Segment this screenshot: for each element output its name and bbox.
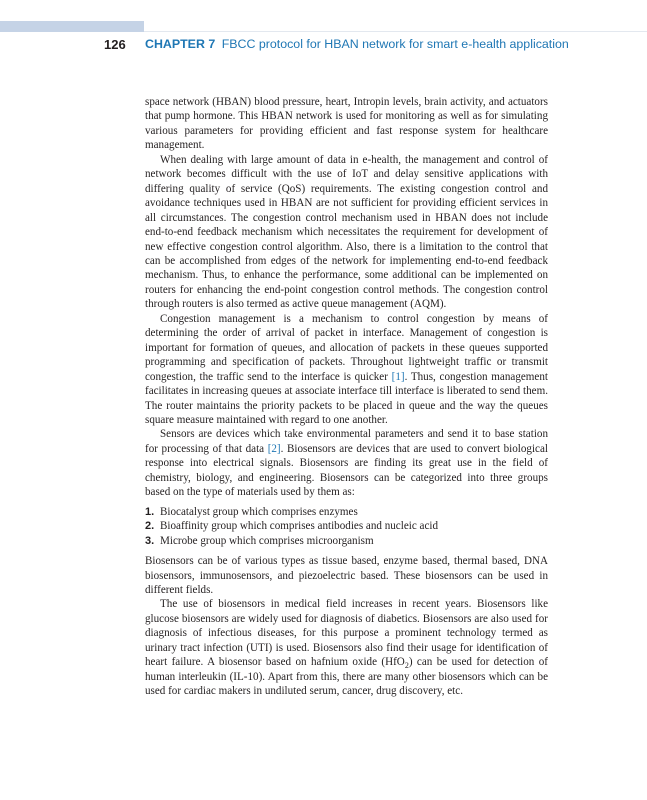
paragraph-5: Biosensors can be of various types as tissue based, enzyme based, thermal based, DNA biosensors, immunosensors, and piezoelectric based. These biosensors can be used in different fields. — [145, 555, 548, 596]
chapter-label: CHAPTER 7 — [145, 37, 216, 51]
paragraph-6-text-b: ) can be used for detection of human interleukin (IL-10). Apart from this, there are many other biosensors which can be used for cardiac makers in undiluted serum, cancer, drug discovery, etc. — [145, 656, 548, 698]
list-item — [145, 505, 548, 519]
citation-2[interactable]: [2] — [267, 442, 281, 455]
paragraph-6-text-a: The use of biosensors in medical field increases in recent years. Biosensors like glucose biosensors are widely used for diagnosis of diabetics. Biosensors are also used for diagnosis of infectious diseases, for this purpose a prominent technology termed as urinary tract infection (UTI) is used. Biosensors also find their usage for identification of heart failure. A biosensor based on hafnium oxide (HfO — [145, 598, 548, 669]
paragraph-1: space network (HBAN) blood pressure, heart, Intropin levels, brain activity, and actuators that pump hormone. This HBAN network is used for monitoring as well as for simulating various parameters for providing efficient and fast response system for healthcare management. — [145, 96, 548, 152]
paragraph-6 — [145, 597, 548, 698]
list-item — [145, 519, 548, 533]
paragraph-2: When dealing with large amount of data in e-health, the management and control of network becomes difficult with the use of IoT and delay sensitive applications with differing quality of service (QoS) requirements. The existing congestion control and avoidance techniques used in HBAN are not sufficient for providing efficient services in all circumstances. The congestion control mechanism used in HBAN does not include end-to-end feedback mechanism which necessitates the requirement for development of new effective congestion control algorithm. Also, there is a limitation to the control that can be accomplished from edges of the network for implementing end-to-end feedback mechanism. Thus, to enhance the performance, some additional can be implemented on routers for enhancing the end-point congestion control methods. The congestion control through routers is also termed as active queue management (AQM). — [145, 153, 548, 311]
paragraph-3-text-b: . Thus, congestion management facilitates in increasing queues at associate interface till interface is liberated to send them. The router maintains the priority packets to be placed in queue and the way the queues square measure maintained with regard to one another. — [145, 370, 548, 426]
citation-1[interactable]: [1] — [391, 370, 405, 383]
paragraph-3 — [145, 312, 548, 428]
paragraph-3-text-a: Congestion management is a mechanism to control congestion by means of determining the order of arrival of packet in interface. Management of congestion is important for formation of queues, and allocation of packets in these queues supported programming and specification of packets. Throughout lightweight traffic or transmit congestion, the traffic send to the interface is quicker — [145, 312, 548, 383]
biosensor-group-list — [145, 505, 548, 548]
list-item-text: Bioaffinity group which comprises antibodies and nucleic acid — [160, 520, 438, 533]
list-item-number: 1. — [145, 505, 155, 518]
running-head — [145, 37, 569, 51]
header-rule — [144, 31, 647, 32]
list-item-number: 2. — [145, 520, 155, 533]
list-item-text: Biocatalyst group which comprises enzymes — [160, 505, 358, 518]
paragraph-4-text-b: . Biosensors are devices that are used to convert biological response into electrical signals. Biosensors are finding its great use in the field of chemistry, biology, and engineering. Biosensors can be categorized into three groups based on the type of materials used by them as: — [145, 442, 548, 499]
list-item — [145, 534, 548, 548]
chapter-title: FBCC protocol for HBAN network for smart e-health application — [221, 37, 569, 51]
paragraph-4 — [145, 427, 548, 499]
body-text — [145, 95, 548, 699]
list-item-text: Microbe group which comprises microorganism — [160, 534, 374, 547]
paragraph-4-text-a: Sensors are devices which take environmental parameters and send it to base station for processing of that data — [145, 428, 548, 455]
subscript-2: 2 — [404, 661, 409, 671]
page-number: 126 — [104, 37, 126, 52]
header-accent-bar — [0, 21, 144, 32]
list-item-number: 3. — [145, 534, 155, 547]
